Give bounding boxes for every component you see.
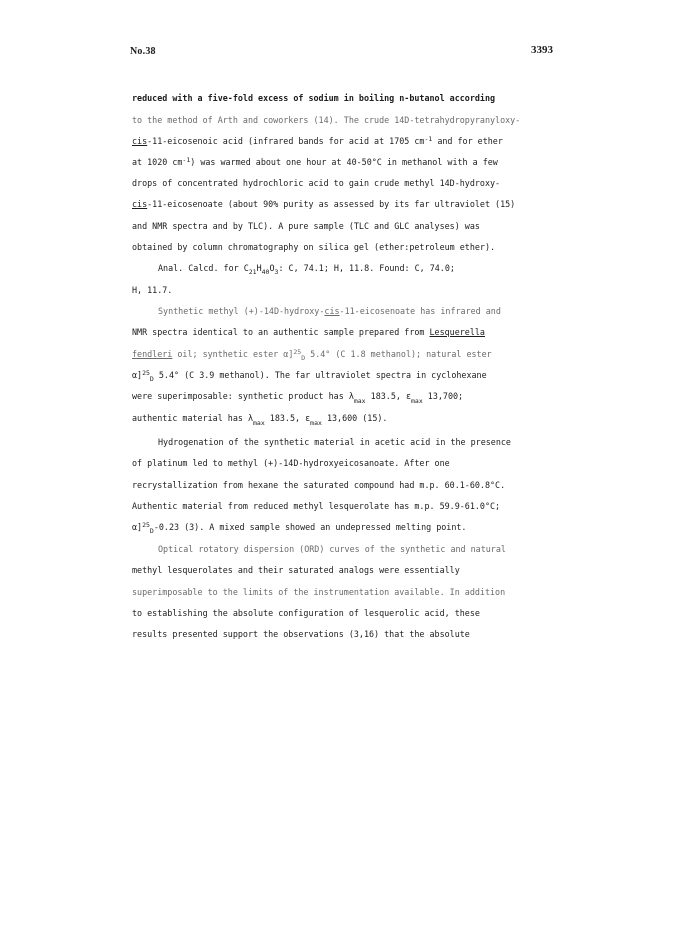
subscript: 21 bbox=[248, 268, 257, 276]
page-number: 3393 bbox=[531, 44, 553, 56]
subscript: max bbox=[411, 397, 423, 405]
text-line bbox=[132, 157, 498, 168]
text-span: 13,700; bbox=[422, 391, 464, 401]
text-line: and NMR spectra and by TLC). A pure sample (TLC and GLC analyses) was bbox=[132, 221, 480, 231]
text-line: superimposable to the limits of the instrumentation available. In addition bbox=[132, 587, 506, 597]
text-span: ) was warmed about one hour at 40-50°C in methanol with a few bbox=[190, 157, 498, 167]
subscript: D bbox=[149, 375, 154, 383]
text-line: obtained by column chromatography on silica gel (ether:petroleum ether). bbox=[132, 242, 496, 252]
superscript: 25 bbox=[142, 369, 150, 377]
species-name: fendleri bbox=[132, 349, 173, 359]
subscript: D bbox=[149, 527, 154, 535]
text-span: α] bbox=[132, 522, 143, 532]
italic-cis: cis bbox=[132, 136, 148, 146]
text-line bbox=[158, 263, 455, 274]
subscript: max bbox=[310, 419, 322, 427]
text-line: H, 11.7. bbox=[132, 285, 173, 295]
text-span: 13,600 (15). bbox=[321, 413, 388, 423]
text-line: methyl lesquerolates and their saturated analogs were essentially bbox=[132, 565, 460, 575]
text-span: and for ether bbox=[432, 136, 503, 146]
text-span: Synthetic methyl (+)-14D-hydroxy- bbox=[158, 306, 325, 316]
text-line: to the method of Arth and coworkers (14). The crude 14D-tetrahydropyranyloxy- bbox=[132, 115, 521, 125]
text-span: O bbox=[269, 263, 275, 273]
text-line: drops of concentrated hydrochloric acid to gain crude methyl 14D-hydroxy- bbox=[132, 178, 501, 188]
text-line: of platinum led to methyl (+)-14D-hydroxyeicosanoate. After one bbox=[132, 458, 450, 468]
text-line bbox=[132, 136, 503, 147]
italic-cis: cis bbox=[324, 306, 340, 316]
text-span: -11-eicosenoate (about 90% purity as assessed by its far ultraviolet (15) bbox=[147, 199, 516, 209]
text-span: α] bbox=[132, 370, 143, 380]
text-line bbox=[132, 370, 487, 381]
text-line bbox=[132, 349, 492, 360]
text-line bbox=[132, 199, 515, 209]
subscript: 40 bbox=[261, 268, 270, 276]
text-span: H bbox=[256, 263, 262, 273]
text-span: 183.5, ε bbox=[365, 391, 411, 401]
text-line bbox=[132, 327, 485, 337]
text-span: -11-eicosenoate has infrared and bbox=[339, 306, 501, 316]
superscript: 25 bbox=[293, 348, 302, 356]
text-span: NMR spectra identical to an authentic sample prepared from bbox=[132, 327, 430, 337]
genus-name: Lesquerella bbox=[429, 327, 485, 337]
text-line: Authentic material from reduced methyl lesquerolate has m.p. 59.9-61.0°C; bbox=[132, 501, 501, 511]
text-line: recrystallization from hexane the saturated compound had m.p. 60.1-60.8°C. bbox=[132, 480, 506, 490]
text-line: results presented support the observations (3,16) that the absolute bbox=[132, 629, 470, 639]
text-line bbox=[132, 522, 466, 533]
text-span: 5.4° (C 1.8 methanol); natural ester bbox=[305, 349, 492, 359]
text-line: reduced with a five-fold excess of sodium in boiling n-butanol according bbox=[132, 93, 496, 103]
text-span: were superimposable: synthetic product has λ bbox=[132, 391, 354, 401]
text-line bbox=[132, 413, 388, 427]
text-line bbox=[158, 306, 501, 316]
superscript: -1 bbox=[182, 156, 191, 164]
text-span: -11-eicosenoic acid (infrared bands for acid at 1705 cm bbox=[147, 136, 425, 146]
text-span: oil; synthetic ester α] bbox=[172, 349, 294, 359]
text-line: Hydrogenation of the synthetic material in acetic acid in the presence bbox=[158, 437, 511, 447]
text-span: authentic material has λ bbox=[132, 413, 254, 423]
text-line: to establishing the absolute configuration of lesquerolic acid, these bbox=[132, 608, 480, 618]
text-span: 5.4° (C 3.9 methanol). The far ultraviolet spectra in cyclohexane bbox=[153, 370, 487, 380]
text-line: Optical rotatory dispersion (ORD) curves of the synthetic and natural bbox=[158, 544, 506, 554]
italic-cis: cis bbox=[132, 199, 148, 209]
subscript: D bbox=[301, 354, 306, 362]
subscript: max bbox=[353, 397, 366, 405]
text-span: : C, 74.1; H, 11.8. Found: C, 74.0; bbox=[278, 263, 455, 273]
superscript: 25 bbox=[142, 521, 150, 529]
text-span: 183.5, ε bbox=[264, 413, 311, 423]
text-span: -0.23 (3). A mixed sample showed an undepressed melting point. bbox=[153, 522, 467, 532]
subscript: max bbox=[253, 419, 265, 427]
journal-issue-header: No.38 bbox=[130, 46, 156, 57]
text-line bbox=[132, 391, 464, 405]
text-span: Anal. Calcd. for C bbox=[158, 263, 249, 273]
superscript: -1 bbox=[424, 135, 433, 143]
text-span: at 1020 cm bbox=[132, 157, 183, 167]
subscript: 3 bbox=[274, 268, 279, 276]
